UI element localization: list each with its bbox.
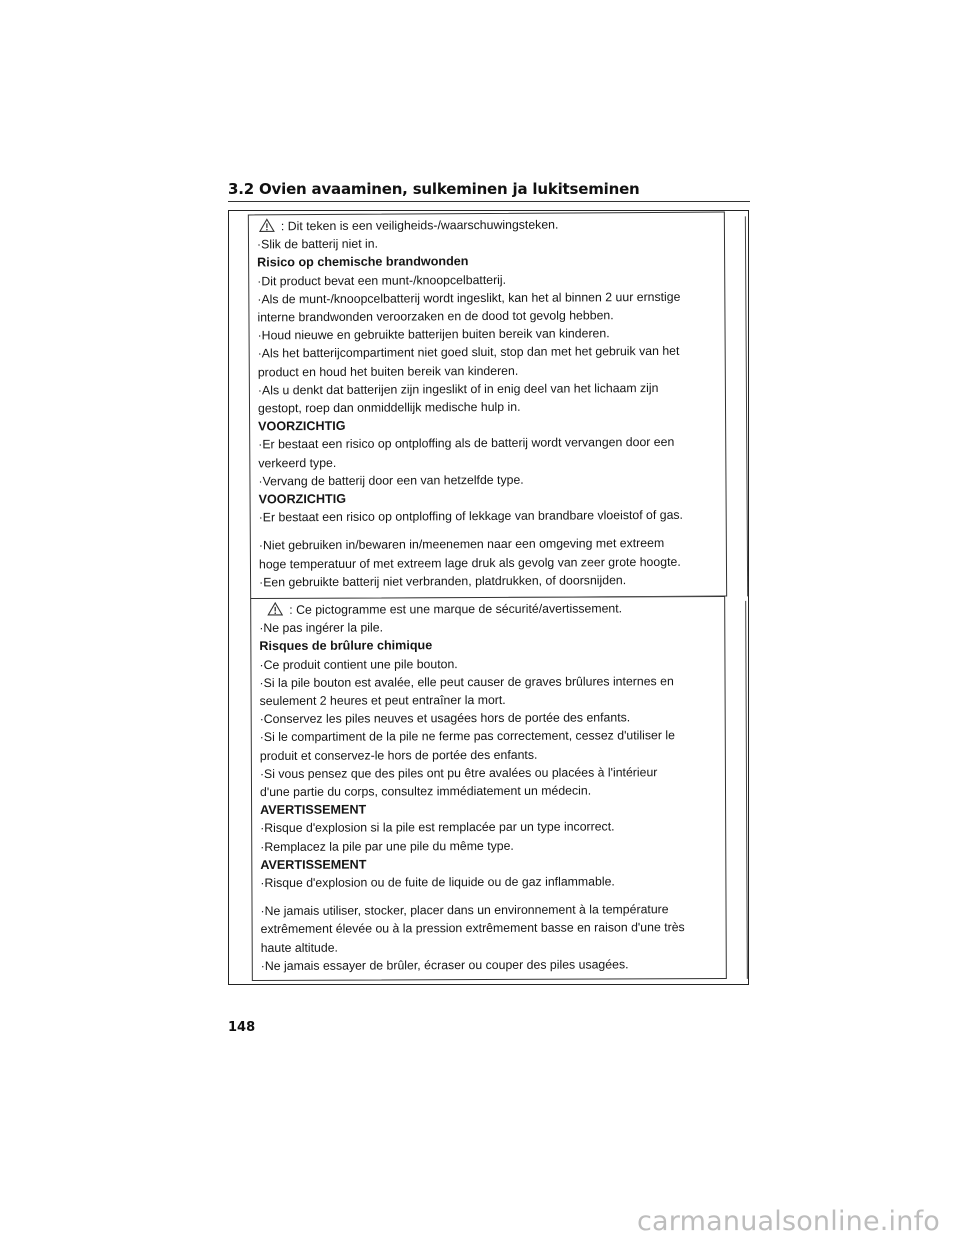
warning-text-line: ·Niet gebruiken in/bewaren in/meenemen naar een omgeving met extreem — [258, 536, 665, 553]
section-title: 3.2 Ovien avaaminen, sulkeminen ja lukitseminen — [228, 180, 640, 198]
warning-text-dutch — [249, 213, 726, 592]
watermark: carmanualsonline.info — [637, 1206, 940, 1237]
warning-text-line: ·Als de munt-/knoopcelbatterij wordt ingeslikt, kan het al binnen 2 uur ernstige — [257, 289, 681, 307]
warning-text-line: ·Als het batterijcompartiment niet goed sluit, stop dan met het gebruik van het — [257, 344, 680, 361]
warning-heading: AVERTISSEMENT — [260, 802, 367, 818]
warning-text-line: ·Conservez les piles neuves et usagées hors de portée des enfants. — [259, 710, 631, 727]
warning-heading: Risques de brûlure chimique — [259, 638, 433, 654]
warning-triangle-icon — [267, 602, 283, 616]
symbol-explanation: : Dit teken is een veiligheids-/waarschuwingsteken. — [280, 217, 559, 234]
warning-text-line: d'une partie du corps, consultez immédiatement un médecin. — [259, 783, 592, 800]
warning-text-line: haute altitude. — [260, 940, 338, 955]
page-number: 148 — [228, 1020, 256, 1035]
warning-text-line: ·Risque d'explosion ou de fuite de liquide ou de gaz inflammable. — [260, 874, 615, 891]
symbol-line — [259, 599, 718, 619]
warning-triangle-icon — [259, 218, 275, 232]
warning-text-line: ·Si vous pensez que des piles ont pu être avalées ou placées à l'intérieur — [259, 765, 658, 781]
warning-text-french — [251, 597, 726, 975]
warning-text-line: ·Dit product bevat een munt-/knoopcelbatterij. — [257, 272, 507, 289]
warning-text-line: ·Risque d'explosion si la pile est remplacée par un type incorrect. — [260, 819, 615, 836]
warning-heading: VOORZICHTIG — [258, 491, 347, 507]
warning-block-french — [250, 596, 727, 981]
warning-text-line: ·Ce produit contient une pile bouton. — [259, 656, 458, 672]
warning-text-line: ·Als u denkt dat batterijen zijn ingeslikt of in enig deel van het lichaam zijn — [257, 380, 659, 398]
warning-text-line: ·Er bestaat een risico op ontploffing of lekkage van brandbare vloeistof of gas. — [258, 508, 683, 525]
warning-text-line: interne brandwonden veroorzaken en de dood tot gevolg hebben. — [257, 308, 614, 325]
warning-text-line: seulement 2 heures et peut entraîner la mort. — [259, 692, 506, 709]
warning-heading: VOORZICHTIG — [258, 419, 346, 434]
warning-text-line: ·Si le compartiment de la pile ne ferme pas correctement, cessez d'utiliser le — [259, 728, 675, 745]
symbol-explanation: : Ce pictogramme est une marque de sécurité/avertissement. — [289, 601, 623, 617]
warning-text-line: ·Ne pas ingérer la pile. — [259, 620, 384, 636]
warning-text-line: produit et conservez-le hors de portée des enfants. — [259, 747, 538, 763]
warning-text-line: ·Remplacez la pile par une pile du même type. — [260, 838, 514, 854]
header-rule — [228, 201, 750, 202]
warning-text-line: ·Houd nieuwe en gebruikte batterijen buiten bereik van kinderen. — [257, 326, 610, 343]
warning-text-line: ·Ne jamais essayer de brûler, écraser ou couper des piles usagées. — [260, 957, 629, 973]
warning-text-line: extrêmement élevée ou à la pression extrêmement basse en raison d'une très — [260, 920, 685, 937]
warning-text-line: ·Slik de batterij niet in. — [256, 236, 379, 252]
warning-heading: Risico op chemische brandwonden — [257, 254, 469, 270]
warning-block-dutch — [248, 212, 727, 600]
warning-heading: AVERTISSEMENT — [260, 857, 367, 872]
warning-text-line: ·Er bestaat een risico op ontploffing als de batterij wordt vervangen door een — [258, 435, 675, 452]
warning-text-line: gestopt, roep dan onmiddellijk medische hulp in. — [257, 399, 521, 416]
warning-text-line: hoge temperatuur of met extreem lage druk als gevolg van zeer grote hoogte. — [258, 554, 681, 572]
warning-text-line: product en houd het buiten bereik van kinderen. — [257, 363, 519, 380]
warning-text-line: ·Vervang de batterij door een van hetzelfde type. — [258, 472, 524, 489]
warning-text-line: ·Ne jamais utiliser, stocker, placer dans un environnement à la température — [260, 902, 669, 919]
warning-text-line: verkeerd type. — [258, 455, 337, 471]
warning-text-line: ·Si la pile bouton est avalée, elle peut causer de graves brûlures internes en — [259, 674, 674, 690]
warning-text-line: ·Een gebruikte batterij niet verbranden, platdrukken, of doorsnijden. — [259, 573, 627, 590]
